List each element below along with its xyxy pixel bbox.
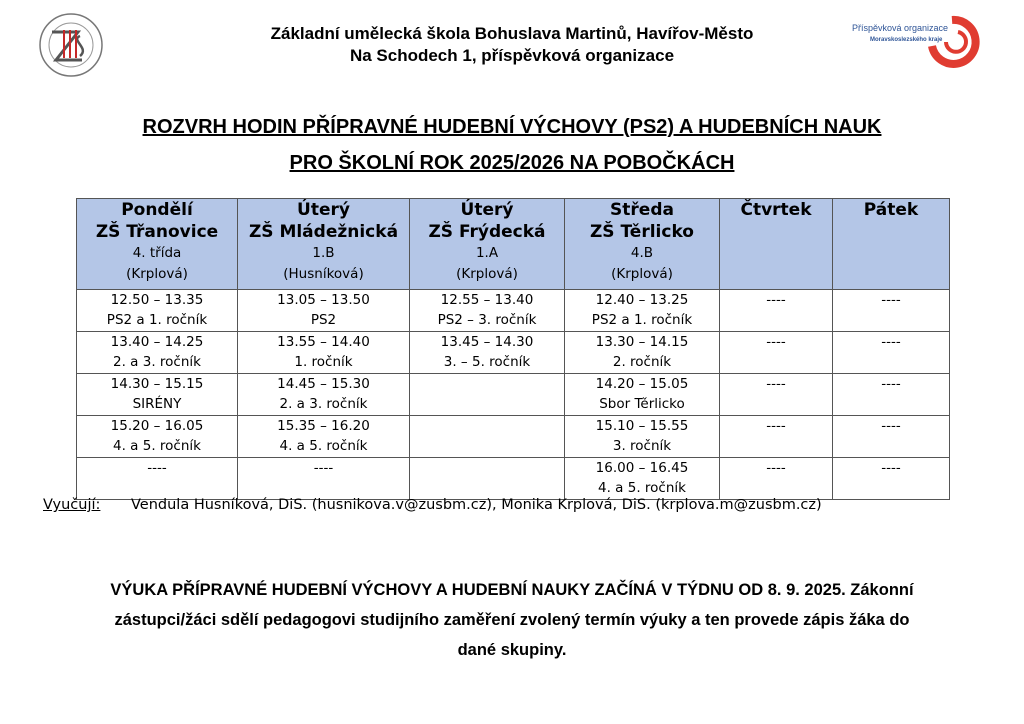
table-row — [77, 416, 950, 458]
footer-line3: dané skupiny. — [457, 641, 567, 659]
table-cell: 13.45 – 14.30 3. – 5. ročník — [410, 332, 565, 374]
table-cell: ---- — [833, 290, 950, 332]
footer-notice — [40, 575, 984, 665]
table-cell — [410, 458, 565, 500]
table-cell: ---- — [720, 374, 833, 416]
table-cell: ---- — [833, 332, 950, 374]
table-cell: ---- — [720, 416, 833, 458]
table-cell: ---- — [720, 458, 833, 500]
table-cell: 15.10 – 15.55 3. ročník — [565, 416, 720, 458]
document-header — [150, 23, 874, 67]
table-row — [77, 458, 950, 500]
table-cell: 13.05 – 13.50 PS2 — [238, 290, 410, 332]
table-row — [77, 374, 950, 416]
table-cell — [410, 416, 565, 458]
school-name: Základní umělecká škola Bohuslava Martinů, Havířov-Město — [270, 24, 754, 43]
table-cell: ---- — [77, 458, 238, 500]
table-row — [77, 332, 950, 374]
column-header: Pátek — [833, 199, 950, 290]
table-cell: 13.55 – 14.40 1. ročník — [238, 332, 410, 374]
school-address: Na Schodech 1, příspěvková organizace — [349, 46, 675, 65]
teachers-names: Vendula Husníková, DiS. (husnikova.v@zusbm.cz), Monika Krplová, DiS. (krplova.m@zusbm.cz) — [131, 497, 822, 513]
logo-text-line2: Moravskoslezského kraje — [870, 37, 943, 43]
column-header: Pondělí ZŠ Třanovice 4. třída (Krplová) — [77, 199, 238, 290]
table-cell: 13.30 – 14.15 2. ročník — [565, 332, 720, 374]
title-line1: ROZVRH HODIN PŘÍPRAVNÉ HUDEBNÍ VÝCHOVY (PS2) A HUDEBNÍCH NAUK — [142, 116, 882, 138]
footer-line2: zástupci/žáci sdělí pedagogovi studijního zaměření zvolený termín výuky a ten provede zápis žáka do — [114, 611, 910, 629]
table-cell: 12.40 – 13.25 PS2 a 1. ročník — [565, 290, 720, 332]
table-cell: ---- — [720, 290, 833, 332]
table-cell: 15.20 – 16.05 4. a 5. ročník — [77, 416, 238, 458]
table-cell: 14.45 – 15.30 2. a 3. ročník — [238, 374, 410, 416]
table-cell — [410, 374, 565, 416]
column-header: Středa ZŠ Těrlicko 4.B (Krplová) — [565, 199, 720, 290]
table-cell: ---- — [833, 374, 950, 416]
table-cell: 12.55 – 13.40 PS2 – 3. ročník — [410, 290, 565, 332]
column-header: Úterý ZŠ Frýdecká 1.A (Krplová) — [410, 199, 565, 290]
table-cell: 14.20 – 15.05 Sbor Těrlicko — [565, 374, 720, 416]
table-cell: 12.50 – 13.35 PS2 a 1. ročník — [77, 290, 238, 332]
table-cell: ---- — [720, 332, 833, 374]
school-logo — [30, 10, 112, 80]
logo-text-line1: Příspěvková organizace — [852, 23, 949, 33]
table-row — [77, 290, 950, 332]
teachers-line — [43, 497, 822, 513]
table-cell: ---- — [833, 416, 950, 458]
table-cell: ---- — [238, 458, 410, 500]
teachers-label: Vyučují: — [43, 497, 101, 513]
table-cell: 13.40 – 14.25 2. a 3. ročník — [77, 332, 238, 374]
table-cell: ---- — [833, 458, 950, 500]
footer-line1: VÝUKA PŘÍPRAVNÉ HUDEBNÍ VÝCHOVY A HUDEBNÍ NAUKY ZAČÍNÁ V TÝDNU OD 8. 9. 2025. Zákonní — [110, 581, 914, 599]
table-cell: 15.35 – 16.20 4. a 5. ročník — [238, 416, 410, 458]
column-header: Úterý ZŠ Mládežnická 1.B (Husníková) — [238, 199, 410, 290]
schedule-table — [76, 198, 950, 500]
table-header-row — [77, 199, 950, 290]
column-header: Čtvrtek — [720, 199, 833, 290]
table-cell: 14.30 – 15.15 SIRÉNY — [77, 374, 238, 416]
title-line2: PRO ŠKOLNÍ ROK 2025/2026 NA POBOČKÁCH — [289, 152, 735, 174]
table-cell: 16.00 – 16.45 4. a 5. ročník — [565, 458, 720, 500]
